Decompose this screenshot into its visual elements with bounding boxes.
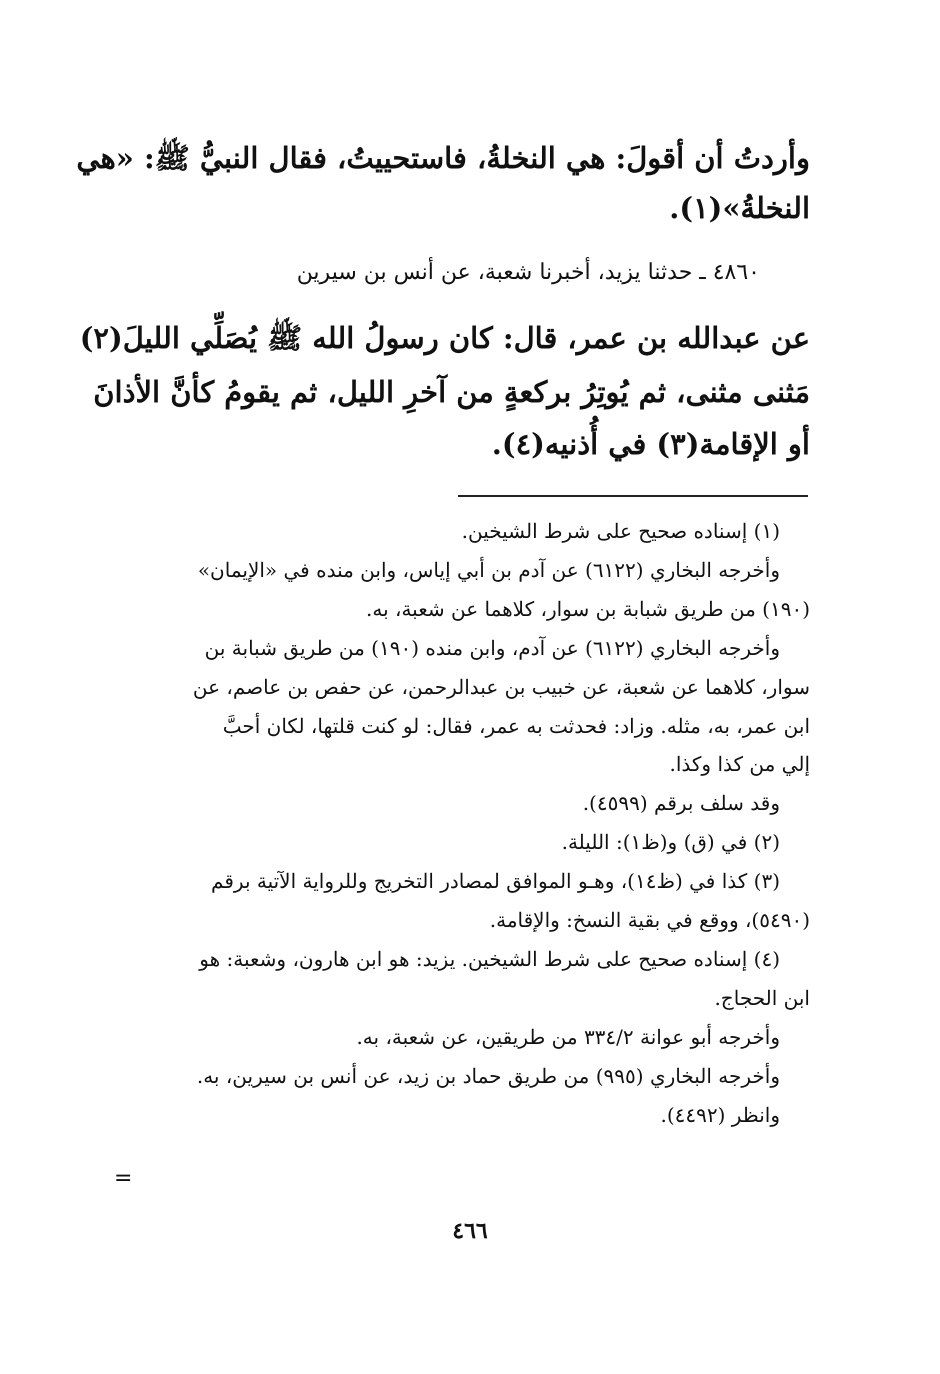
footnote-line: سوار، كلاهما عن شعبة، عن خبيب بن عبدالرحمن، عن حفص بن عاصم، عن xyxy=(192,675,810,699)
footnote-line: وأخرجه البخاري (٦١٢٢) عن آدم، وابن منده (١٩٠) من طريق شبابة بن xyxy=(204,636,780,660)
footnote-line: إلي من كذا وكذا. xyxy=(669,752,810,776)
main-text-line-2: النخلةُ»(١). xyxy=(669,191,810,225)
hadith-line-1: عن عبدالله بن عمر، قال: كان رسولُ الله ﷺ يُصَلِّي الليلَ(٢) xyxy=(79,321,810,355)
footnote-line: (١) إسناده صحيح على شرط الشيخين. xyxy=(461,519,780,543)
main-text-line-1: وأردتُ أن أقولَ: هي النخلةُ، فاستحييتُ، فقال النبيُّ ﷺ: «هي xyxy=(76,141,810,175)
continuation-mark: = xyxy=(114,1166,133,1191)
hadith-line-3: أو الإقامة(٣) في أُذنيه(٤). xyxy=(491,427,810,461)
footnote-line: (٣) كذا في (ظ١٤)، وهـو الموافق لمصادر التخريج وللرواية الآتية برقم xyxy=(211,869,780,893)
footnote-line: وقد سلف برقم (٤٥٩٩). xyxy=(582,791,780,815)
footnote-line: (٢) في (ق) و(ظ١): الليلة. xyxy=(561,830,780,854)
hadith-line-2: مَثنى مثنى، ثم يُوتِرُ بركعةٍ من آخرِ الليل، ثم يقومُ كأنَّ الأذانَ xyxy=(93,375,810,409)
hadith-heading: ٤٨٦٠ ـ حدثنا يزيد، أخبرنا شعبة، عن أنس بن سيرين xyxy=(296,260,760,285)
footnote-separator xyxy=(458,495,808,497)
footnote-line: (٥٤٩٠)، ووقع في بقية النسخ: والإقامة. xyxy=(489,908,810,932)
footnote-line: وأخرجه البخاري (٦١٢٢) عن آدم بن أبي إياس، وابن منده في «الإيمان» xyxy=(197,558,780,582)
footnote-line: ابن الحجاج. xyxy=(714,986,810,1010)
footnote-line: (٤) إسناده صحيح على شرط الشيخين. يزيد: هو ابن هارون، وشعبة: هو xyxy=(199,947,780,971)
footnote-line: ابن عمر، به، مثله. وزاد: فحدثت به عمر، فقال: لو كنت قلتها، لكان أحبَّ xyxy=(222,714,810,738)
footnote-line: وأخرجه البخاري (٩٩٥) من طريق حماد بن زيد، عن أنس بن سيرين، به. xyxy=(196,1064,780,1088)
page-number: ٤٦٦ xyxy=(452,1218,488,1244)
footnote-line: وانظر (٤٤٩٢). xyxy=(660,1103,780,1127)
footnote-line: وأخرجه أبو عوانة ٣٣٤/٢ من طريقين، عن شعبة، به. xyxy=(356,1025,780,1049)
footnote-line: (١٩٠) من طريق شبابة بن سوار، كلاهما عن شعبة، به. xyxy=(365,597,810,621)
